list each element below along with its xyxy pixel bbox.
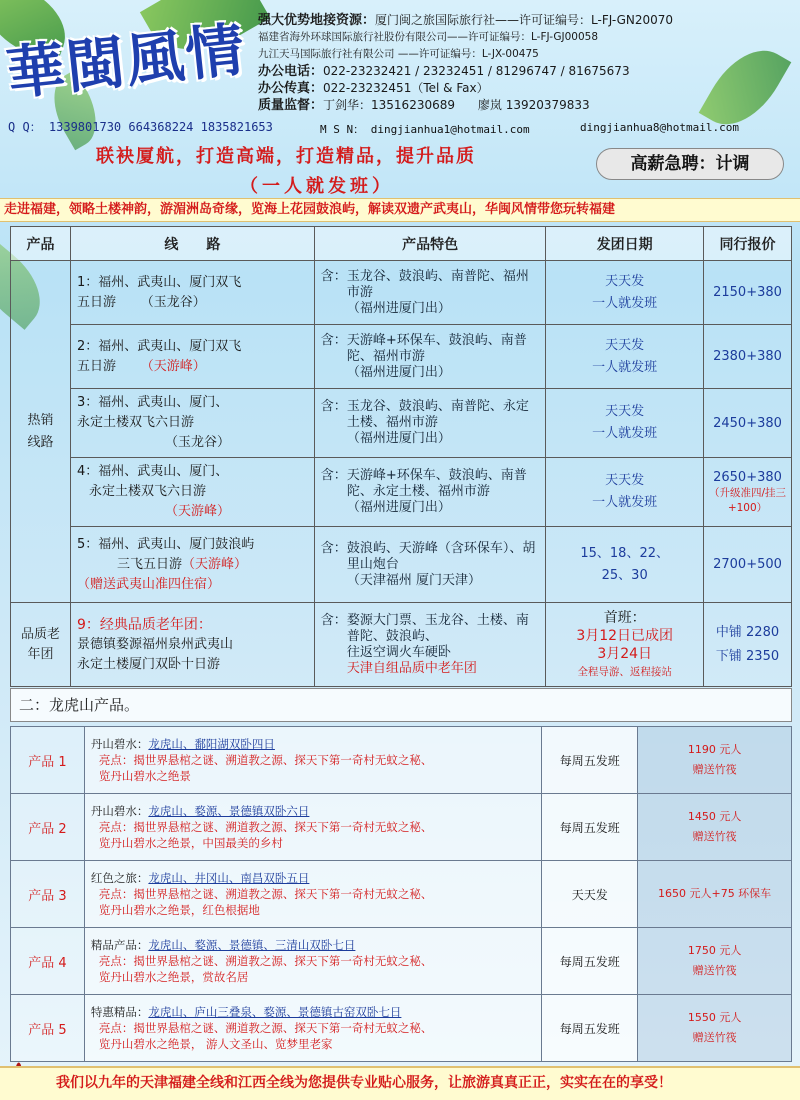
price-cell: 1750 元人 赠送竹筏 <box>638 928 792 995</box>
departure-cell: 每周五发班 <box>542 794 638 861</box>
product-label: 产品 5 <box>11 995 85 1062</box>
qq-numbers: Q Q： 1339801730 664368224 1835821653 <box>8 120 273 134</box>
quality-contact-2: 廖岚 13920379833 <box>477 98 590 112</box>
header-feature: 产品特色 <box>314 227 546 261</box>
feature-cell: 含： 玉龙谷、鼓浪屿、南普陀、永定土楼、福州市游 （福州进厦门出） <box>314 389 546 458</box>
route-cell: 1：福州、武夷山、厦门双飞 五日游 （玉龙谷） <box>70 261 314 325</box>
fax-number: 022-23232451（Tel & Fax） <box>323 81 489 95</box>
quality-elderly-label: 品质老年团 <box>11 603 71 687</box>
route-cell: 5：福州、武夷山、厦门鼓浪屿 三飞五日游（天游峰） （赠送武夷山准四住宿） <box>70 527 314 603</box>
table-row <box>11 928 792 995</box>
date-cell: 天天发 一人就发班 <box>546 325 704 389</box>
product-description: 丹山碧水：龙虎山、婺源、景德镇双卧六日 亮点：揭世界悬棺之谜、溯道教之源、探天下第一奇村无蚊之秘、 览丹山碧水之绝景，中国最美的乡村 <box>84 794 541 861</box>
header-date: 发团日期 <box>546 227 704 261</box>
header-product: 产品 <box>11 227 71 261</box>
price-cell: 1450 元人 赠送竹筏 <box>638 794 792 861</box>
feature-cell: 含： 玉龙谷、鼓浪屿、南普陀、福州市游 （福州进厦门出） <box>314 261 546 325</box>
contact-block <box>258 12 798 114</box>
feature-cell: 含： 鼓浪屿、天游峰（含环保车）、胡里山炮台 （天津福州 厦门天津） <box>314 527 546 603</box>
msn-2: dingjianhua8@hotmail.com <box>580 121 739 134</box>
table-row <box>11 389 792 458</box>
price-cell: 中铺 2280 下铺 2350 <box>704 603 792 687</box>
departure-cell: 天天发 <box>542 861 638 928</box>
table-row <box>11 261 792 325</box>
price-cell: 2450+380 <box>704 389 792 458</box>
slogan: 联袂厦航，打造高端，打造精品，提升品质 <box>96 146 476 167</box>
table-row <box>11 995 792 1062</box>
source-label: 强大优势地接资源： <box>258 13 376 28</box>
agency-2: 福建省海外环球国际旅行社股份有限公司——许可证编号：L-FJ-GJ00058 <box>258 31 599 43</box>
msn-1: M S N： dingjianhua1@hotmail.com <box>320 123 530 136</box>
header-route: 线 路 <box>70 227 314 261</box>
table-row <box>11 861 792 928</box>
fax-label: 办公传真： <box>258 81 324 96</box>
date-cell: 天天发 一人就发班 <box>546 389 704 458</box>
agency-3: 九江天马国际旅行社有限公司 ——许可证编号：L-JX-00475 <box>258 48 539 60</box>
fujian-routes-table <box>10 226 792 687</box>
quality-label: 质量监督： <box>258 98 324 113</box>
product-label: 产品 3 <box>11 861 85 928</box>
date-cell: 首班： 3月12日已成团 3月24日 全程导游、返程接站 <box>546 603 704 687</box>
agency-1: 厦门闽之旅国际旅行社——许可证编号：L-FJ-GN20070 <box>375 13 674 27</box>
price-cell: 2150+380 <box>704 261 792 325</box>
quality-contact-1: 丁剑华：13516230689 <box>323 98 455 112</box>
price-cell: 1650 元人+75 环保车 <box>638 861 792 928</box>
product-label: 产品 1 <box>11 727 85 794</box>
intro-banner: 走进福建，领略土楼神韵，游湄洲岛奇缘，览海上花园鼓浪屿，解读双遗产武夷山，华闽风情带您玩转福建 <box>0 198 800 222</box>
route-cell: 4：福州、武夷山、厦门、 永定土楼双飞六日游 （天游峰） <box>70 458 314 527</box>
departure-cell: 每周五发班 <box>542 928 638 995</box>
product-label: 产品 4 <box>11 928 85 995</box>
feature-cell: 含： 天游峰+环保车、鼓浪屿、南普陀、永定土楼、福州市游 （福州进厦门出） <box>314 458 546 527</box>
date-cell: 天天发 一人就发班 <box>546 458 704 527</box>
header <box>0 0 800 140</box>
section-2-title: 二：龙虎山产品。 <box>10 688 792 722</box>
route-cell: 2：福州、武夷山、厦门双飞 五日游 （天游峰） <box>70 325 314 389</box>
header-price: 同行报价 <box>704 227 792 261</box>
phone-numbers: 022-23232421 / 23232451 / 81296747 / 81675673 <box>323 64 630 78</box>
hot-routes-label: 热销线路 <box>11 261 71 603</box>
table-row <box>11 794 792 861</box>
product-description: 红色之旅：龙虎山、井冈山、南昌双卧五日 亮点：揭世界悬棺之谜、溯道教之源、探天下第一奇村无蚊之秘、 览丹山碧水之绝景，红色根据地 <box>84 861 541 928</box>
recruit-badge: 高薪急聘：计调 <box>596 148 784 180</box>
one-person-tagline: （一人就发班） <box>240 176 394 197</box>
table-header-row <box>11 227 792 261</box>
phone-label: 办公电话： <box>258 64 324 79</box>
feature-cell: 含： 天游峰+环保车、鼓浪屿、南普陀、福州市游 （福州进厦门出） <box>314 325 546 389</box>
product-description: 精品产品：龙虎山、婺源、景德镇、三清山双卧七日 亮点：揭世界悬棺之谜、溯道教之源、探天下第一奇村无蚊之秘、 览丹山碧水之绝景，赏故名居 <box>84 928 541 995</box>
price-cell: 1190 元人 赠送竹筏 <box>638 727 792 794</box>
product-description: 丹山碧水：龙虎山、鄱阳湖双卧四日 亮点：揭世界悬棺之谜、溯道教之源、探天下第一奇村无蚊之秘、 览丹山碧水之绝景 <box>84 727 541 794</box>
brand-logo: 華閩風情 <box>3 15 250 108</box>
route-cell: 3：福州、武夷山、厦门、 永定土楼双飞六日游 （玉龙谷） <box>70 389 314 458</box>
departure-cell: 每周五发班 <box>542 995 638 1062</box>
longhushan-products-table <box>10 726 792 1062</box>
table-row <box>11 603 792 687</box>
table-row <box>11 527 792 603</box>
departure-cell: 每周五发班 <box>542 727 638 794</box>
date-cell: 天天发 一人就发班 <box>546 261 704 325</box>
feature-cell: 含： 婺源大门票、玉龙谷、土楼、南普陀、鼓浪屿、 往返空调火车硬卧 天津自组品质中老年团 <box>314 603 546 687</box>
table-row <box>11 458 792 527</box>
price-cell: 2650+380 （升级准四/挂三+100） <box>704 458 792 527</box>
footer-slogan: 我们以九年的天津福建全线和江西全线为您提供专业贴心服务，让旅游真真正正，实实在在的享受！ <box>0 1066 800 1100</box>
table-row <box>11 727 792 794</box>
price-cell: 1550 元人 赠送竹筏 <box>638 995 792 1062</box>
price-cell: 2700+500 <box>704 527 792 603</box>
route-cell: 9：经典品质老年团： 景德镇婺源福州泉州武夷山 永定土楼厦门双卧十日游 <box>70 603 314 687</box>
table-row <box>11 325 792 389</box>
date-cell: 15、18、22、 25、30 <box>546 527 704 603</box>
product-description: 特惠精品：龙虎山、庐山三叠泉、婺源、景德镇古窑双卧七日 亮点：揭世界悬棺之谜、溯道教之源、探天下第一奇村无蚊之秘、 览丹山碧水之绝景， 游人文圣山、览梦里老家 <box>84 995 541 1062</box>
product-label: 产品 2 <box>11 794 85 861</box>
price-cell: 2380+380 <box>704 325 792 389</box>
